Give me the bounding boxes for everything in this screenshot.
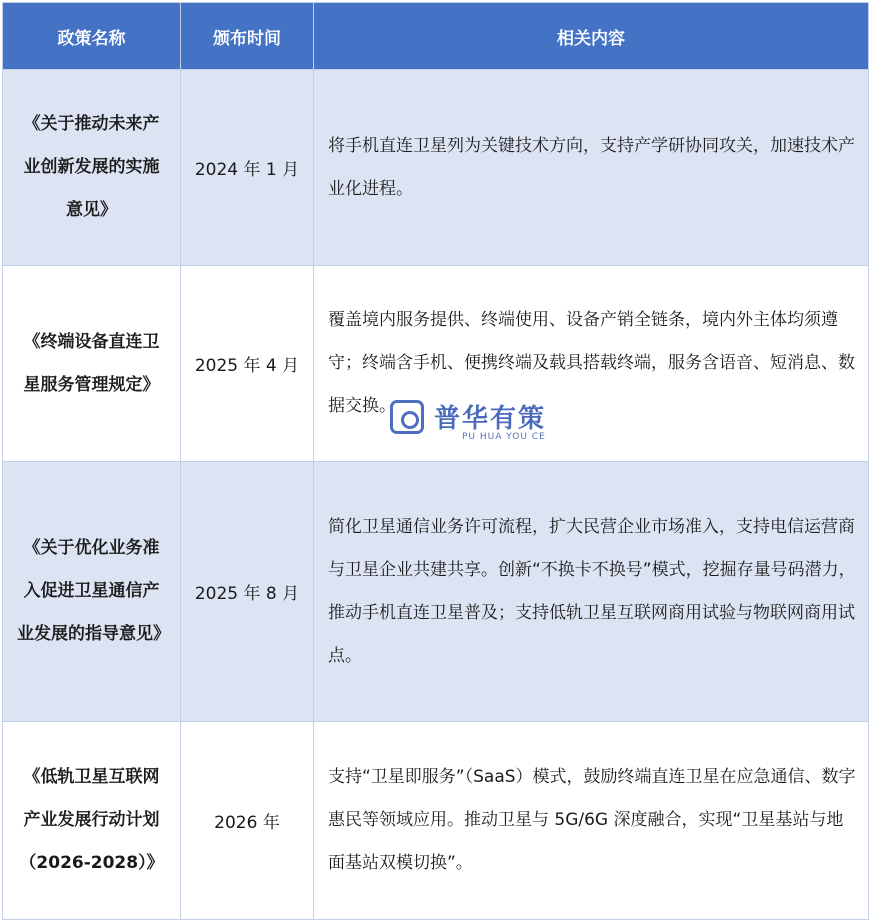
table-row — [3, 462, 869, 722]
policy-name: 《关于推动未来产业创新发展的实施意见》 — [3, 70, 181, 266]
policy-content: 简化卫星通信业务许可流程，扩大民营企业市场准入，支持电信运营商与卫星企业共建共享。创新“不换卡不换号”模式，挖掘存量号码潜力，推动手机直连卫星普及；支持低轨卫星互联网商用试验与物联网商用试点。 — [314, 462, 869, 722]
issue-date: 2026 年 — [181, 722, 314, 920]
policy-content: 覆盖境内服务提供、终端使用、设备产销全链条，境内外主体均须遵守；终端含手机、便携终端及载具搭载终端，服务含语音、短消息、数据交换。 — [314, 266, 869, 462]
issue-date: 2025 年 8 月 — [181, 462, 314, 722]
header-row — [3, 3, 869, 70]
policy-table — [2, 2, 869, 920]
table-row — [3, 266, 869, 462]
watermark-name: 普华有策 — [434, 404, 547, 434]
header-policy-name: 政策名称 — [3, 3, 181, 70]
table-row — [3, 722, 869, 920]
policy-name: 《低轨卫星互联网产业发展行动计划（2026-2028）》 — [3, 722, 181, 920]
issue-date: 2024 年 1 月 — [181, 70, 314, 266]
watermark-subtitle: PU HUA YOU CE — [462, 432, 546, 442]
policy-content: 支持“卫星即服务”（SaaS）模式，鼓励终端直连卫星在应急通信、数字惠民等领域应用。推动卫星与 5G/6G 深度融合，实现“卫星基站与地面基站双模切换”。 — [314, 722, 869, 920]
header-content: 相关内容 — [314, 3, 869, 70]
issue-date: 2025 年 4 月 — [181, 266, 314, 462]
header-issue-date: 颁布时间 — [181, 3, 314, 70]
table-row — [3, 70, 869, 266]
policy-name: 《终端设备直连卫星服务管理规定》 — [3, 266, 181, 462]
policy-content: 将手机直连卫星列为关键技术方向，支持产学研协同攻关，加速技术产业化进程。 — [314, 70, 869, 266]
policy-name: 《关于优化业务准入促进卫星通信产业发展的指导意见》 — [3, 462, 181, 722]
